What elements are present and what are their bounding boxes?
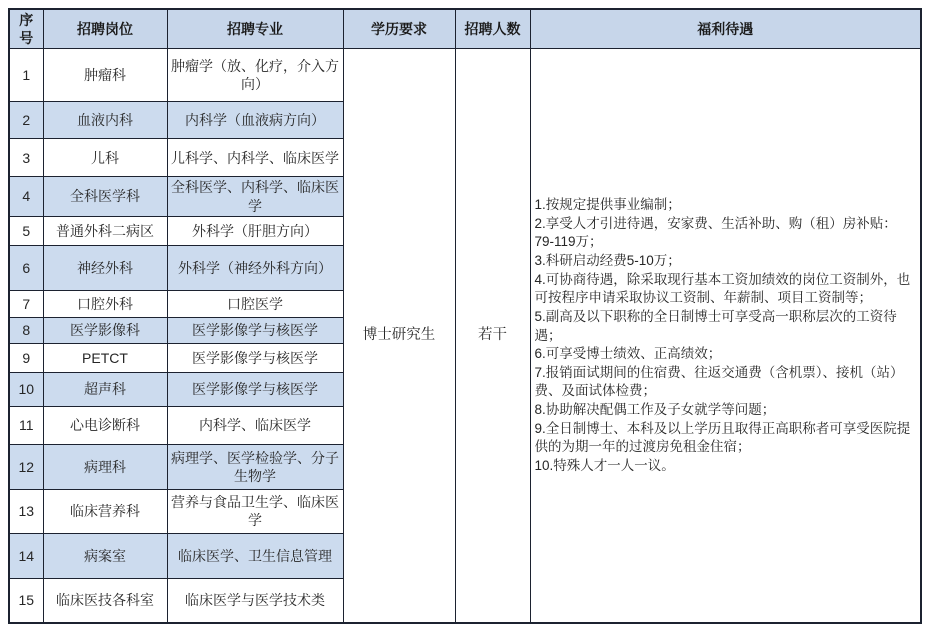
cell-major: 肿瘤学（放、化疗，介入方向） bbox=[167, 49, 343, 102]
col-header-headcount: 招聘人数 bbox=[455, 9, 530, 49]
benefits-cell bbox=[530, 49, 921, 623]
cell-major: 营养与食品卫生学、临床医学 bbox=[167, 489, 343, 533]
cell-post: 肿瘤科 bbox=[43, 49, 167, 102]
cell-major: 内科学（血液病方向） bbox=[167, 102, 343, 139]
cell-major: 临床医学与医学技术类 bbox=[167, 578, 343, 623]
col-header-no: 序号 bbox=[9, 9, 43, 49]
col-header-benefits: 福利待遇 bbox=[530, 9, 921, 49]
cell-post: 临床医技各科室 bbox=[43, 578, 167, 623]
cell-no: 7 bbox=[9, 290, 43, 317]
cell-major: 口腔医学 bbox=[167, 290, 343, 317]
cell-no: 15 bbox=[9, 578, 43, 623]
cell-no: 12 bbox=[9, 444, 43, 489]
cell-major: 外科学（神经外科方向） bbox=[167, 245, 343, 290]
benefit-line: 5.副高及以下职称的全日制博士可享受高一职称层次的工资待遇； bbox=[534, 308, 897, 343]
cell-post: 儿科 bbox=[43, 139, 167, 177]
headcount-cell: 若干 bbox=[455, 49, 530, 623]
cell-major: 内科学、临床医学 bbox=[167, 406, 343, 444]
benefit-line: 1.按规定提供事业编制； bbox=[534, 197, 681, 213]
cell-major: 全科医学、内科学、临床医学 bbox=[167, 177, 343, 216]
cell-post: 超声科 bbox=[43, 372, 167, 406]
col-header-post: 招聘岗位 bbox=[43, 9, 167, 49]
cell-major: 医学影像学与核医学 bbox=[167, 343, 343, 372]
cell-no: 5 bbox=[9, 216, 43, 245]
cell-major: 临床医学、卫生信息管理 bbox=[167, 533, 343, 578]
benefit-line: 8.协助解决配偶工作及子女就学等问题； bbox=[534, 402, 776, 417]
benefit-line: 2.享受人才引进待遇，安家费、生活补助、购（租）房补贴：79-119万； bbox=[534, 215, 897, 250]
cell-no: 6 bbox=[9, 245, 43, 290]
cell-no: 8 bbox=[9, 317, 43, 343]
header-row bbox=[9, 9, 921, 49]
table-body bbox=[9, 49, 921, 623]
cell-post: 医学影像科 bbox=[43, 317, 167, 343]
benefit-line: 3.科研启动经费5-10万； bbox=[534, 253, 681, 268]
benefit-line: 7.报销面试期间的住宿费、往返交通费（含机票）、接机（站）费、及面试体检费； bbox=[534, 364, 904, 399]
cell-no: 3 bbox=[9, 139, 43, 177]
cell-post: 心电诊断科 bbox=[43, 406, 167, 444]
col-header-education: 学历要求 bbox=[343, 9, 455, 49]
cell-no: 14 bbox=[9, 533, 43, 578]
cell-major: 外科学（肝胆方向） bbox=[167, 216, 343, 245]
cell-no: 2 bbox=[9, 102, 43, 139]
cell-no: 1 bbox=[9, 49, 43, 102]
cell-post: PETCT bbox=[43, 343, 167, 372]
cell-post: 临床营养科 bbox=[43, 489, 167, 533]
cell-major: 病理学、医学检验学、分子生物学 bbox=[167, 444, 343, 489]
cell-major: 医学影像学与核医学 bbox=[167, 317, 343, 343]
cell-no: 11 bbox=[9, 406, 43, 444]
cell-post: 病理科 bbox=[43, 444, 167, 489]
cell-major: 儿科学、内科学、临床医学 bbox=[167, 139, 343, 177]
cell-no: 4 bbox=[9, 177, 43, 216]
cell-no: 10 bbox=[9, 372, 43, 406]
benefit-line: 10.特殊人才一人一议。 bbox=[534, 457, 675, 473]
cell-major: 医学影像学与核医学 bbox=[167, 372, 343, 406]
benefit-line: 6.可享受博士绩效、正高绩效； bbox=[534, 346, 722, 362]
cell-post: 全科医学科 bbox=[43, 177, 167, 216]
cell-post: 血液内科 bbox=[43, 102, 167, 139]
table-row bbox=[9, 49, 921, 102]
cell-post: 神经外科 bbox=[43, 245, 167, 290]
cell-no: 9 bbox=[9, 343, 43, 372]
cell-post: 口腔外科 bbox=[43, 290, 167, 317]
benefit-line: 4.可协商待遇，除采取现行基本工资加绩效的岗位工资制外，也可按程序申请采取协议工资制、年薪制、项目工资制等； bbox=[534, 271, 911, 306]
cell-post: 病案室 bbox=[43, 533, 167, 578]
recruitment-table bbox=[8, 8, 922, 624]
benefit-line: 9.全日制博士、本科及以上学历且取得正高职称者可享受医院提供的为期一年的过渡房免租金住宿； bbox=[534, 420, 911, 455]
cell-no: 13 bbox=[9, 489, 43, 533]
education-requirement-cell: 博士研究生 bbox=[343, 49, 455, 623]
cell-post: 普通外科二病区 bbox=[43, 216, 167, 245]
col-header-major: 招聘专业 bbox=[167, 9, 343, 49]
